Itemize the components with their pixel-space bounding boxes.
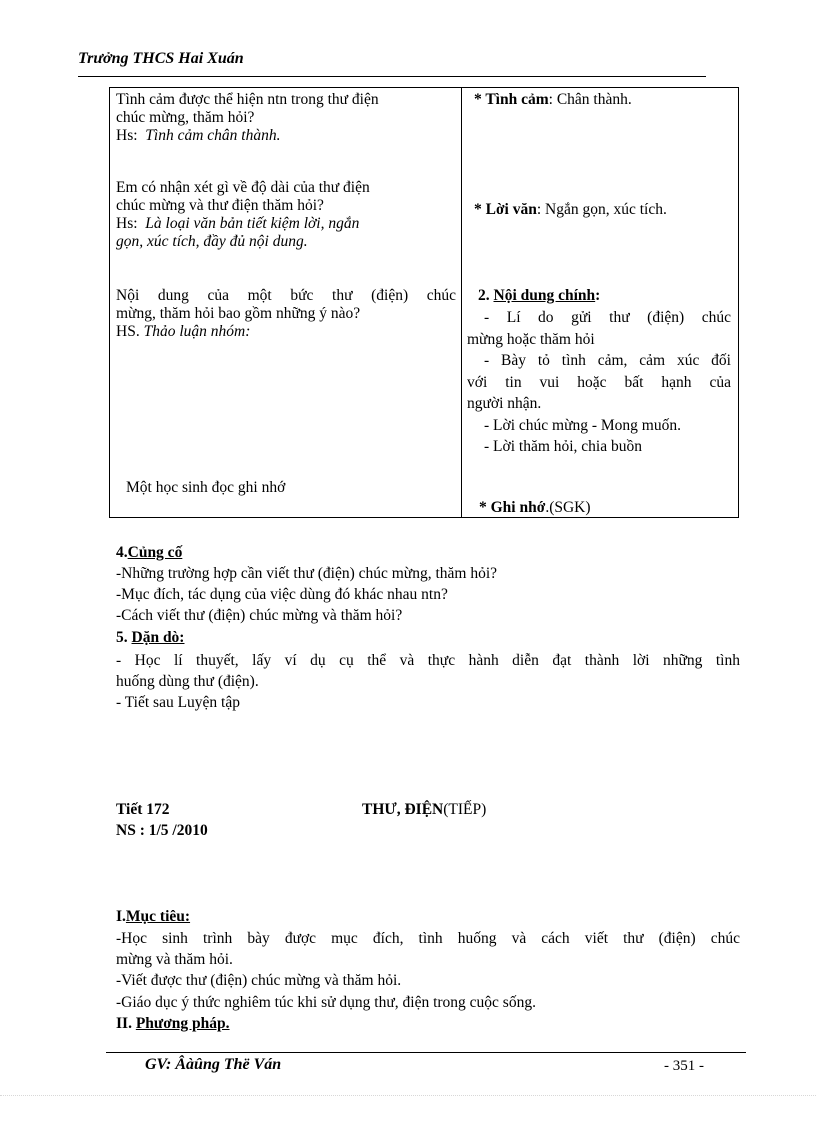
read-note: Một học sinh đọc ghi nhớ [126, 479, 286, 496]
school-header: Trưởng THCS Hai Xuán [78, 50, 244, 67]
consolidate-heading: 4.Củng cố [116, 544, 183, 561]
list-item: - Lí do gửi thư (điện) chúc [484, 309, 731, 326]
list-item: - Lời thăm hỏi, chia buồn [484, 438, 642, 455]
list-item: người nhận. [467, 395, 542, 412]
consolidate-line: -Những trường hợp cần viết thư (điện) chúc mừng, thăm hỏi? [116, 565, 498, 582]
content-heading: 2. Nội dung chính: [478, 287, 601, 304]
homework-line: - Học lí thuyết, lấy ví dụ cụ thể và thực hành diễn đạt thành lời những tình [116, 652, 740, 669]
question-2: Em có nhận xét gì về độ dài của thư điện chúc mừng và thư điện thăm hỏi? Hs: Là loại văn bản tiết kiệm lời, ngắn gọn, xúc tích, đầy đủ nội dung. [116, 179, 370, 250]
answer-2: Là loại văn bản tiết kiệm lời, ngắn [145, 215, 360, 232]
objectives-heading: I.Mục tiêu: [116, 908, 191, 925]
objective-line: -Học sinh trình bày được mục đích, tình huống và cách viết thư (điện) chúc [116, 930, 740, 947]
page-number: - 351 - [664, 1058, 704, 1074]
list-item: với tin vui hoặc bất hạnh của [467, 373, 731, 391]
feeling-point: * Tình cảm: Chân thành. [474, 91, 632, 108]
lesson-title: THƯ, ĐIỆN(TIẾP) [362, 801, 487, 818]
footer-rule [106, 1052, 746, 1053]
page-edge [0, 1095, 816, 1096]
answer-1: Tình cảm chân thành. [145, 127, 281, 144]
homework-line: - Tiết sau Luyện tập [116, 694, 240, 711]
consolidate-line: -Mục đích, tác dụng của việc dùng đó khác nhau ntn? [116, 586, 448, 603]
objective-line: -Giáo dục ý thức nghiêm túc khi sử dụng thư, điện trong cuộc sống. [116, 994, 536, 1011]
homework-line: huống dùng thư (điện). [116, 673, 259, 690]
question-1: Tình cảm được thể hiện ntn trong thư điện chúc mừng, thăm hỏi? Hs: Tình cảm chân thành. [116, 91, 379, 144]
list-item: - Lời chúc mừng - Mong muốn. [484, 416, 681, 434]
question-3: Nội dung của một bức thư (điện) chúc mừng, thăm hỏi bao gồm những ý nào? HS. Thảo luận nhóm: [116, 287, 456, 340]
homework-heading: 5. Dặn dò: [116, 629, 185, 646]
lesson-period: Tiết 172 [116, 801, 170, 818]
teacher-name: GV: Âàûng Thë Ván [145, 1056, 282, 1073]
memo-point: * Ghi nhớ.(SGK) [479, 499, 591, 516]
content-list [467, 307, 731, 458]
header-rule [78, 76, 706, 77]
list-item: - Bày tỏ tình cảm, cảm xúc đối [484, 352, 731, 369]
lesson-date: NS : 1/5 /2010 [116, 822, 208, 839]
list-item: mừng hoặc thăm hỏi [467, 330, 595, 348]
method-heading: II. Phương pháp. [116, 1015, 230, 1032]
table-divider [461, 87, 462, 518]
objective-line: mừng và thăm hỏi. [116, 951, 233, 968]
style-point: * Lời văn: Ngắn gọn, xúc tích. [474, 201, 667, 218]
answer-3: Thảo luận nhóm: [143, 323, 251, 340]
consolidate-line: -Cách viết thư (điện) chúc mừng và thăm hỏi? [116, 607, 403, 624]
objective-line: -Viết được thư (điện) chúc mừng và thăm hỏi. [116, 972, 402, 989]
